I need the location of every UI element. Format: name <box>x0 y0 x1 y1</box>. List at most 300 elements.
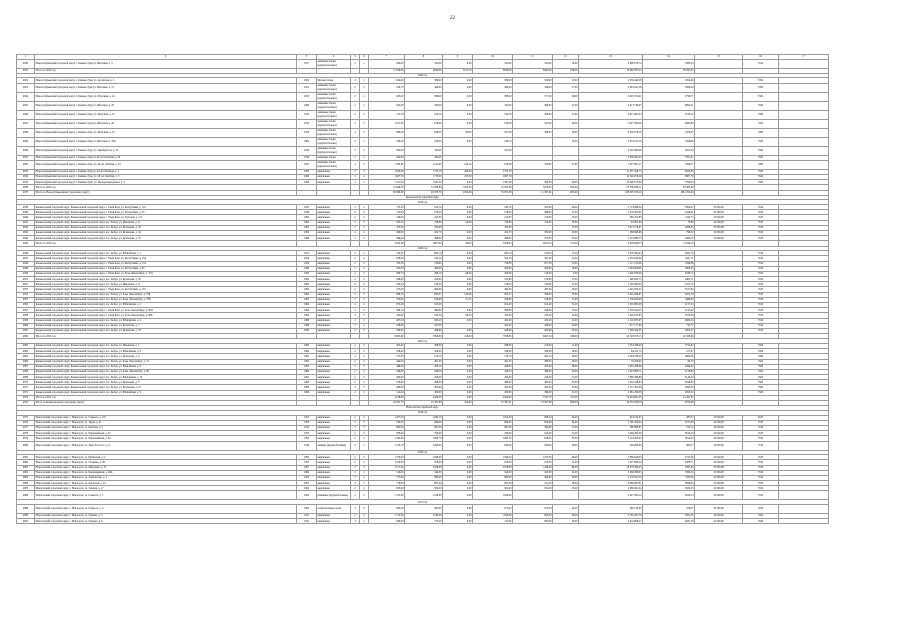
table-cell: 7920 <box>743 110 779 119</box>
table-cell: 0,00 <box>443 491 473 500</box>
table-cell: 4828 <box>17 128 35 137</box>
column-number-cell: 3 <box>297 55 317 60</box>
table-cell: 4821 <box>17 68 35 73</box>
table-cell: 30,00 <box>553 92 579 101</box>
table-cell: 21,00 <box>553 375 579 380</box>
table-cell: 2 <box>360 481 369 486</box>
table-cell: 21,00 <box>553 256 579 261</box>
table-cell: 665,10 <box>473 251 513 256</box>
table-cell: 394,00 <box>513 425 553 430</box>
table-cell: 296,60 <box>513 308 553 313</box>
table-cell: 0,00 <box>443 318 473 323</box>
table-cell: 1 548 448,64 <box>579 380 643 385</box>
table-cell: 2 <box>360 128 369 137</box>
table-cell: 459,80 <box>369 369 405 374</box>
table-cell: 1367,40 <box>405 180 443 185</box>
table-cell: 5 468 282,39 <box>579 431 643 436</box>
table-cell: 7910 <box>743 277 779 282</box>
address-cell: Новогорский городской округ, г. Новогорск, ул. Герцена, д. 6 <box>35 519 297 524</box>
column-number-cell: 13 <box>579 55 643 60</box>
table-cell: 3607,90 <box>405 241 443 246</box>
table-cell: 7356,93 <box>643 180 695 185</box>
table-cell <box>695 110 743 119</box>
table-cell: 292,30 <box>405 313 443 318</box>
table-cell: 2 874 274,76 <box>579 137 643 146</box>
table-cell: кирпичные <box>317 375 351 380</box>
year-heading: 2021 год <box>17 339 829 344</box>
table-cell: 2718,80 <box>643 369 695 374</box>
table-cell: 575,60 <box>369 287 405 292</box>
table-cell: 1963 <box>297 292 317 297</box>
table-cell: 2 <box>360 380 369 385</box>
table-cell: 2 <box>360 491 369 500</box>
table-cell: 685,00 <box>513 519 553 524</box>
table-cell: 17,00 <box>553 277 579 282</box>
table-cell: 3489,00 <box>643 297 695 302</box>
table-cell: 0,00 <box>443 436 473 441</box>
table-cell: 16,00 <box>553 349 579 354</box>
table-cell: 1953 <box>297 251 317 256</box>
table-cell: 1237,00 <box>513 455 553 460</box>
table-cell: 449,60 <box>405 328 443 333</box>
table-cell: 757,00 <box>369 475 405 480</box>
table-cell: 0,00 <box>443 505 473 514</box>
table-cell: 3035,38 <box>643 313 695 318</box>
table-cell: 386,00 <box>473 78 513 83</box>
address-cell: Конькольский городской округ, Конькольский городской округ, пос. Кобра, ул. Юбилейная, д. 9 <box>35 390 297 395</box>
table-cell: 21,00 <box>553 431 579 436</box>
table-cell: 4825 <box>17 101 35 110</box>
address-cell: Новогорский городской округ, г. Новогорск, ул. Льва Толстого, д. 11 <box>35 441 297 450</box>
table-cell: каменные блоки (крупноблочные) <box>317 110 351 119</box>
table-cell: 213,00 <box>513 343 553 348</box>
table-cell: 300,00 <box>473 271 513 276</box>
table-cell: 0,00 <box>443 475 473 480</box>
table-cell: 364,00 <box>405 155 443 160</box>
table-cell: 0,00 <box>443 514 473 519</box>
table-cell: 1954 <box>297 78 317 83</box>
table-cell: 7910 <box>743 236 779 241</box>
table-cell: кирпичные <box>317 215 351 220</box>
table-cell: 24,00 <box>553 470 579 475</box>
table-cell: 306,00 <box>513 101 553 110</box>
table-cell: 5470,47 <box>643 128 695 137</box>
table-cell: 2 <box>351 380 360 385</box>
table-cell: 1966 <box>297 369 317 374</box>
table-cell: 27,00 <box>553 160 579 169</box>
table-cell: 8262,00 <box>513 68 553 73</box>
table-cell: 2 <box>351 460 360 465</box>
table-cell: 472,00 <box>513 236 553 241</box>
table-cell: 31,00 <box>553 303 579 308</box>
table-cell: 3 079 394,95 <box>579 251 643 256</box>
table-cell: 4886 <box>17 481 35 486</box>
table-cell: 96,70 <box>643 359 695 364</box>
table-cell: 1 264,00 <box>369 436 405 441</box>
table-cell: 2 <box>360 313 369 318</box>
table-cell: 10 000,00 <box>695 425 743 430</box>
table-cell: 2 <box>360 364 369 369</box>
table-cell: 816,00 <box>473 160 513 169</box>
table-cell: 3562,35 <box>643 486 695 491</box>
table-cell: 12,00 <box>553 313 579 318</box>
table-cell: 1 880 366,86 <box>579 375 643 380</box>
table-cell: 1 139 650,90 <box>579 297 643 302</box>
table-cell: 4849 <box>17 266 35 271</box>
table-cell: 0,00 <box>443 364 473 369</box>
table-cell: 7666,34 <box>643 470 695 475</box>
table-cell: 330,00 <box>513 78 553 83</box>
table-cell: 386,00 <box>405 78 443 83</box>
table-cell: 0,00 <box>443 328 473 333</box>
table-cell: 5 013 746,95 <box>579 101 643 110</box>
table-cell: 1168,00 <box>473 491 513 500</box>
table-cell: 498 645,75 <box>579 277 643 282</box>
table-row <box>17 110 829 119</box>
table-cell: 1962 <box>297 486 317 491</box>
table-cell: 526,70 <box>369 83 405 92</box>
table-cell: 582,00 <box>405 486 443 491</box>
table-cell: 630,00 <box>513 436 553 441</box>
table-cell: 760,00 <box>473 431 513 436</box>
table-cell: 13 404 961,25 <box>579 395 643 400</box>
table-cell: 2 <box>360 431 369 436</box>
table-cell <box>779 92 829 101</box>
table-cell: 4841 <box>17 220 35 225</box>
table-cell: 4869 <box>17 375 35 380</box>
table-cell: кирпичные <box>317 349 351 354</box>
table-cell: 21,00 <box>553 110 579 119</box>
table-cell: 4840 <box>17 215 35 220</box>
table-cell: 360,60 <box>405 308 443 313</box>
table-cell: 1963 <box>297 282 317 287</box>
table-cell: 7920 <box>743 155 779 160</box>
column-number-cell: 9 <box>443 55 473 60</box>
table-cell: 4882 <box>17 460 35 465</box>
table-cell: 7920 <box>743 390 779 395</box>
table-cell: каменные блоки (крупноблочные) <box>317 92 351 101</box>
table-cell: 306,00 <box>553 334 579 339</box>
table-cell: 19,00 <box>553 266 579 271</box>
table-cell: 4865 <box>17 354 35 359</box>
address-cell: Новоалтуфьевский городской округ, г. Камень-Турк ул. Яблочная, д. 25 <box>35 101 297 110</box>
address-cell: Конькольский городской округ, Конькольский городской округ, пос. Кобра, ул. Школьная, д. 2 <box>35 343 297 348</box>
table-cell: 1 307 680,44 <box>579 460 643 465</box>
table-cell: 1955 <box>297 205 317 210</box>
table-cell: 7808,80 <box>405 334 443 339</box>
table-cell: 4889 <box>17 505 35 514</box>
table-cell: 2 <box>360 343 369 348</box>
table-cell: 4444,82 <box>643 210 695 215</box>
table-cell: 2 <box>351 303 360 308</box>
table-cell: 2 <box>351 369 360 374</box>
table-cell: 3 <box>360 119 369 128</box>
table-row <box>17 92 829 101</box>
table-cell: 1934 <box>297 441 317 450</box>
table-cell: 402,60 <box>405 385 443 390</box>
table-cell: 2 <box>351 359 360 364</box>
table-cell: 7910 <box>743 441 779 450</box>
table-cell: 10 000,00 <box>695 441 743 450</box>
table-cell: 2 <box>360 359 369 364</box>
table-cell: 1568,88 <box>643 261 695 266</box>
table-cell: 2 <box>360 441 369 450</box>
table-cell: 223,00 <box>405 277 443 282</box>
table-row <box>17 137 829 146</box>
table-cell: 1967 <box>297 375 317 380</box>
table-cell <box>779 146 829 155</box>
table-cell: 401,00 <box>473 359 513 364</box>
table-cell: 7920 <box>743 385 779 390</box>
table-cell: кирпичные <box>317 261 351 266</box>
table-cell: 2741,96 <box>643 455 695 460</box>
table-cell: 2 <box>351 220 360 225</box>
table-cell: 2 <box>351 420 360 425</box>
table-cell: кирпичные <box>317 359 351 364</box>
table-cell: 6892,21 <box>643 101 695 110</box>
table-cell: кирпичные <box>317 425 351 430</box>
table-cell: 2 505 960,06 <box>579 146 643 155</box>
table-cell: 329,00 <box>405 349 443 354</box>
address-cell: Конькольский городской округ, Конькольский городской округ, пос. Кобра, ул. Розы Люксембург, д. 70Б <box>35 292 297 297</box>
table-cell: 1 048 635,85 <box>579 313 643 318</box>
table-cell: 456,40 <box>405 375 443 380</box>
table-cell: 4893,56 <box>643 385 695 390</box>
table-cell: 0,00 <box>443 277 473 282</box>
table-cell: 0,00 <box>443 481 473 486</box>
table-cell: 368,70 <box>369 308 405 313</box>
table-row <box>17 128 829 137</box>
table-cell: 1723,10 <box>405 169 443 174</box>
table-cell: 4823 <box>17 83 35 92</box>
table-cell: 734,00 <box>513 282 553 287</box>
table-cell: 0,00 <box>443 180 473 185</box>
table-cell: 7910 <box>743 455 779 460</box>
table-cell: кирпичные <box>317 486 351 491</box>
table-cell: 29,00 <box>553 519 579 524</box>
table-cell: 1667,70 <box>369 174 405 179</box>
table-cell: 735,40 <box>473 519 513 524</box>
year-heading: 2019 год <box>17 411 829 416</box>
table-cell: 7910 <box>743 436 779 441</box>
table-cell: 2482,53 <box>643 236 695 241</box>
table-cell <box>779 110 829 119</box>
table-cell: 400,90 <box>473 266 513 271</box>
address-cell: Конькольский городской округ, Конькольский городской округ, пос. Кобра, ул. Розы Люксембург, д. 80 <box>35 369 297 374</box>
table-cell: 10 000,00 <box>695 436 743 441</box>
table-cell: 360,60 <box>473 308 513 313</box>
table-cell: 1 123 989,75 <box>579 236 643 241</box>
table-cell: 612,40 <box>473 303 513 308</box>
table-cell: 405,60 <box>513 328 553 333</box>
table-cell: 2 886 629,95 <box>579 455 643 460</box>
table-cell: 4890 <box>17 514 35 519</box>
table-cell <box>779 83 829 92</box>
table-cell: 2 <box>360 215 369 220</box>
table-cell: 40,00 <box>553 180 579 185</box>
table-cell: 2 <box>351 415 360 420</box>
table-cell: 498,00 <box>473 380 513 385</box>
table-cell: 2 <box>351 328 360 333</box>
table-cell: 17,00 <box>553 83 579 92</box>
table-cell: 2 <box>360 137 369 146</box>
table-cell: 1960 <box>297 266 317 271</box>
table-cell <box>779 119 829 128</box>
table-cell: 4850 <box>17 271 35 276</box>
table-cell: 14,00 <box>553 215 579 220</box>
table-cell: 680,00 <box>553 401 579 406</box>
table-cell: 0,00 <box>443 110 473 119</box>
table-cell: 4875 <box>17 415 35 420</box>
table-cell: кирпичные <box>317 460 351 465</box>
table-cell: 4862 <box>17 334 35 339</box>
table-cell: 1 654,20 <box>443 185 473 190</box>
table-cell: 986,70 <box>369 292 405 297</box>
table-cell: 4 458 076,16 <box>579 128 643 137</box>
table-cell: 0,00 <box>443 359 473 364</box>
table-cell: 738,80 <box>405 261 443 266</box>
table-cell: 2 137 401,00 <box>579 385 643 390</box>
table-cell: 3 <box>351 505 360 514</box>
table-cell: 7920 <box>743 354 779 359</box>
table-cell: 4830 <box>17 146 35 155</box>
address-cell: Итого по 2019 год <box>35 68 297 73</box>
table-cell: 3651,55 <box>643 514 695 519</box>
table-cell: 665,10 <box>405 251 443 256</box>
table-cell: 3040,85 <box>643 380 695 385</box>
address-cell: Конькольский городской округ, Конькольский городской округ, пос. Кобра, ул. Юбилейная, д. 8 <box>35 349 297 354</box>
table-cell: 540,00 <box>405 470 443 475</box>
table-cell: 21,00 <box>553 460 579 465</box>
table-cell <box>779 491 829 500</box>
table-cell: 51,25 <box>443 297 473 302</box>
table-cell: кирпичные <box>317 174 351 179</box>
table-cell: 4842 <box>17 225 35 230</box>
table-cell: 7910 <box>743 470 779 475</box>
table-cell: 0,00 <box>443 92 473 101</box>
table-cell: 487,00 <box>513 287 553 292</box>
table-cell: 542,00 <box>513 119 553 128</box>
table-cell: 545,00 <box>513 59 553 68</box>
page-number: 22 <box>450 16 455 21</box>
table-cell: 157,00 <box>553 241 579 246</box>
table-cell: 801,00 <box>473 425 513 430</box>
table-cell: 1953 <box>297 420 317 425</box>
table-cell: кирпичные <box>317 231 351 236</box>
table-cell: 17,00 <box>553 251 579 256</box>
table-cell: 0,00 <box>443 215 473 220</box>
table-cell: 0,00 <box>443 231 473 236</box>
table-cell: 1953 <box>297 110 317 119</box>
table-cell: 738,80 <box>405 220 443 225</box>
table-cell: 4853 <box>17 287 35 292</box>
table-cell: 578,20 <box>405 210 443 215</box>
table-cell: кирпичные <box>317 519 351 524</box>
table-cell: 485,37 <box>643 441 695 450</box>
table-cell: 1968 <box>297 380 317 385</box>
table-cell: 60,50 <box>443 313 473 318</box>
table-cell: 7910 <box>743 318 779 323</box>
table-cell: 10 000,00 <box>695 475 743 480</box>
table-cell: 1968 <box>297 318 317 323</box>
address-cell: Конькольский городской округ, Конькольский городской округ, пос. Кобра, ул. Кузнецова, д. 4 <box>35 354 297 359</box>
table-cell: 679,00 <box>405 119 443 128</box>
table-row <box>17 505 829 514</box>
table-cell: 2 <box>351 441 360 450</box>
table-cell: 2 <box>360 180 369 185</box>
table-cell: 725,50 <box>369 205 405 210</box>
table-cell: 1054,40 <box>473 415 513 420</box>
table-cell: 2479,00 <box>473 465 513 470</box>
table-cell: 1957 <box>297 465 317 470</box>
table-cell: 1954 <box>297 119 317 128</box>
table-cell: 624,00 <box>369 78 405 83</box>
table-cell: 1956 <box>297 180 317 185</box>
table-cell: 2 <box>360 420 369 425</box>
table-cell: 24,00 <box>553 505 579 514</box>
table-cell: 582,00 <box>513 486 553 491</box>
table-cell: 2 898 070,74 <box>579 59 643 68</box>
table-cell: 0,00 <box>443 486 473 491</box>
table-cell: 213,80 <box>473 277 513 282</box>
table-cell: 452,70 <box>405 231 443 236</box>
table-cell: 46,00 <box>553 455 579 460</box>
table-cell: 3 <box>360 425 369 430</box>
table-cell: 25,00 <box>553 486 579 491</box>
table-cell: 0,00 <box>443 83 473 92</box>
address-cell: Новогорский городской округ, г. Новогорск, ул. Горького, д. 107 <box>35 415 297 420</box>
table-cell: 2 <box>360 390 369 395</box>
column-number-cell: 16 <box>743 55 779 60</box>
table-cell: 673,00 <box>513 505 553 514</box>
table-cell: 21,00 <box>553 318 579 323</box>
table-cell: кирпичные <box>317 420 351 425</box>
table-cell: 1735,00 <box>405 174 443 179</box>
table-cell: 575,30 <box>369 354 405 359</box>
table-cell: 26,00 <box>553 205 579 210</box>
table-cell: 429,50 <box>405 369 443 374</box>
table-cell: 4 654,00 <box>369 241 405 246</box>
table-cell: 1963 <box>297 287 317 292</box>
table-cell: 4891 <box>17 519 35 524</box>
address-cell: Новогорский городской округ, г. Новогорск, ул. Мичурина, д. 37 <box>35 465 297 470</box>
table-cell: 1960 <box>297 470 317 475</box>
table-cell: 512,00 <box>369 390 405 395</box>
table-cell: 0,00 <box>443 420 473 425</box>
table-cell: 510,70 <box>473 354 513 359</box>
table-cell: 326,60 <box>473 297 513 302</box>
table-cell: 1954 <box>297 128 317 137</box>
table-cell: 4962,88 <box>643 119 695 128</box>
table-cell: 1090,00 <box>405 441 443 450</box>
address-cell: Новогорский городской округ, г. Новогорск, ул. Лермонтова, д. 2 <box>35 475 297 480</box>
table-cell: 1963 <box>297 297 317 302</box>
table-cell: 7565,90 <box>643 475 695 480</box>
table-cell: 317 171,60 <box>579 323 643 328</box>
table-cell: 364,00 <box>369 155 405 160</box>
table-cell: 2 <box>351 519 360 524</box>
address-cell: Новогорский городской округ, г. Новогорск, ул. Труда, д. 41 <box>35 420 297 425</box>
address-cell: Итого по 2019 год <box>35 241 297 246</box>
address-cell: Конькольский городской округ, Конькольский городской округ, пос. Кобра, ул. Кузнецова, д. 32 <box>35 225 297 230</box>
table-cell: 4820 <box>17 59 35 68</box>
table-cell: 7920 <box>743 180 779 185</box>
table-cell: 7920 <box>743 101 779 110</box>
table-cell: 2 <box>351 180 360 185</box>
table-cell: 2 089 841,04 <box>579 486 643 491</box>
table-cell: 1963 <box>297 215 317 220</box>
table-cell <box>779 137 829 146</box>
